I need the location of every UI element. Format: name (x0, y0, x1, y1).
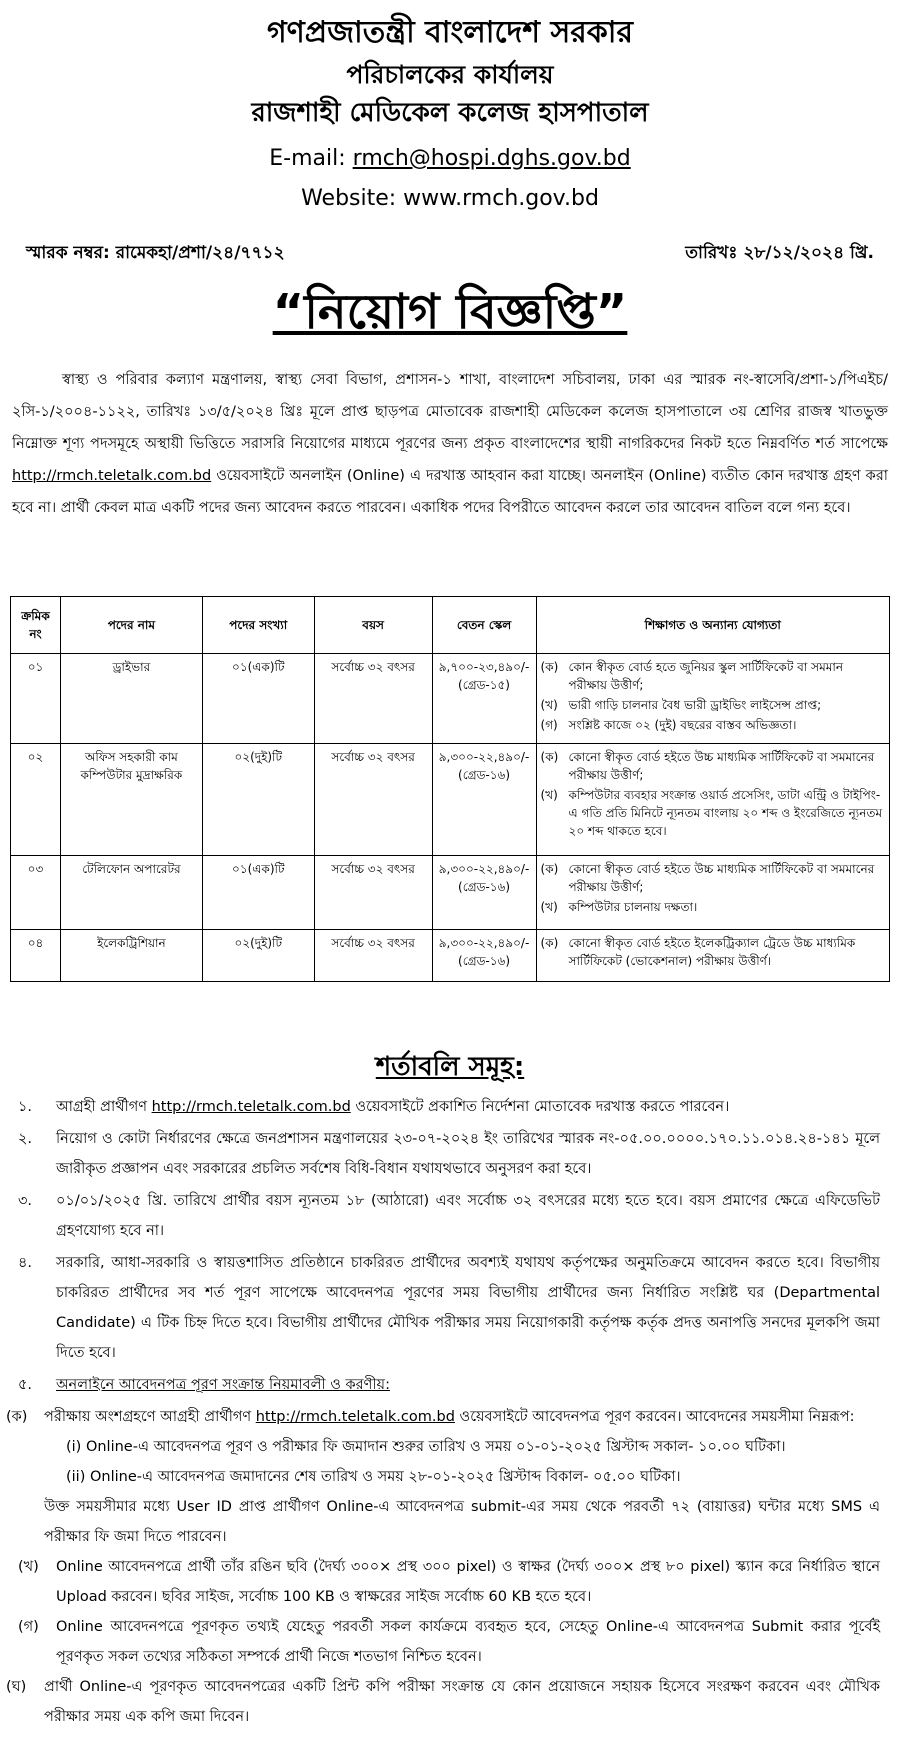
table-row (11, 654, 890, 744)
qualification-item: (ক) কোনো স্বীকৃত বোর্ড হইতে উচ্চ মাধ্যমিক সার্টিফিকেট বা সমমানের পরীক্ষায় উত্তীর্ণ; (540, 862, 875, 894)
cell-count: ০১(এক)টি (202, 654, 314, 744)
cell-serial: ০২ (11, 744, 61, 856)
qualification-item: (ক) কোনো স্বীকৃত বোর্ড হইতে ইলেকট্রিক্যাল ট্রেডে উচ্চ মাধ্যমিক সার্টিফিকেট (ভোকেশনাল) পরীক্ষায় উত্তীর্ণ। (540, 936, 856, 968)
scale-value: ৯,৩০০-২২,৪৯০/- (438, 936, 530, 950)
scale-grade: (গ্রেড-১৬) (458, 768, 511, 782)
cell-count: ০২(দুই)টি (202, 930, 314, 982)
cell-post: ড্রাইভার (60, 654, 202, 744)
cell-qualification (536, 856, 889, 930)
govt-title: গণপ্রজাতন্ত্রী বাংলাদেশ সরকার (267, 15, 633, 50)
table-header-row (11, 597, 890, 654)
col-header-age: বয়স (314, 597, 432, 654)
sub-condition-link[interactable]: http://rmch.teletalk.com.bd (255, 1409, 455, 1425)
cell-scale (432, 930, 536, 982)
table-row (11, 856, 890, 930)
col-header-post: পদের নাম (60, 597, 202, 654)
scale-grade: (গ্রেড-১৫) (458, 678, 510, 692)
intro-paragraph (12, 364, 888, 524)
intro-text-1: স্বাস্থ্য ও পরিবার কল্যাণ মন্ত্রণালয়, স্বাস্থ্য সেবা বিভাগ, প্রশাসন-১ শাখা, বাংলাদেশ সচিবালয়, ঢাকা এর স্মারক নং-স্বাসেবি/প্রশা-১/পিএইচ/২সি-১/২০০৪-১১২২, তারিখঃ ১৩/৫/২০২৪ খ্রিঃ মূলে প্রাপ্ত ছাড়পত্র মোতাবেক রাজশাহী মেডিকেল কলেজ হাসপাতালে ৩য় শ্রেণির রাজস্ব খাতভুক্ত নিম্নোক্ত শূণ্য পদসমূহে অস্থায়ী ভিত্তিতে সরাসরি নিয়োগের মাধ্যমে পূরণের জন্য প্রকৃত বাংলাদেশের স্থায়ী নাগরিকদের নিকট হতে নিম্নবর্ণিত শর্ত সাপেক্ষে (12, 372, 888, 452)
cell-scale (432, 856, 536, 930)
sub-condition-item: (খ) Online আবেদনপত্রে প্রার্থী তাঁর রঙিন ছবি (দৈর্ঘ্য ৩০০× প্রস্থ ৩০০ pixel) ও স্বাক্ষর (দৈর্ঘ্য ৩০০× প্রস্থ ৮০ pixel) স্ক্যান করে নির্ধারিত স্থানে Upload করবেন। ছবির সাইজ, সর্বোচ্চ 100 KB ও স্বাক্ষরের সাইজ সর্বোচ্চ 60 KB হতে হবে। (18, 1559, 880, 1605)
scale-grade: (গ্রেড-১৬) (458, 954, 511, 968)
qualification-item: (ক) কোনো স্বীকৃত বোর্ড হইতে উচ্চ মাধ্যমিক সার্টিফিকেট বা সমমানের পরীক্ষায় উত্তীর্ণ; (540, 750, 875, 782)
cell-serial: ০৩ (11, 856, 61, 930)
col-header-count: পদের সংখ্যা (202, 597, 314, 654)
qualification-item: (খ) কম্পিউটার ব্যবহার সংক্রান্ত ওয়ার্ড প্রসেসিং, ডাটা এন্ট্রি ও টাইপিং-এ গতি প্রতি মিনিটে ন্যূনতম বাংলায় ২০ শব্দ ও ইংরেজিতে ন্যূনতম ২০ শব্দ থাকতে হবে। (540, 788, 883, 838)
intro-text-2: ওয়েবসাইটে অনলাইন (Online) এ দরখাস্ত আহবান করা যাচ্ছে। অনলাইন (Online) ব্যতীত কোন দরখাস্ত গ্রহণ করা হবে না। প্রার্থী কেবল মাত্র একটি পদের জন্য আবেদন করতে পারবেন। একাধিক পদের বিপরীতে আবেদন করলে তার আবেদন বাতিল বলে গন্য হবে। (12, 468, 888, 516)
condition-item: ৩. ০১/০১/২০২৫ খ্রি. তারিখে প্রার্থীর বয়স ন্যূনতম ১৮ (আঠারো) এবং সর্বোচ্চ ৩২ বৎসরের মধ্যে হতে হবে। বয়স প্রমাণের ক্ষেত্রে এফিডেভিট গ্রহণযোগ্য হবে না। (18, 1193, 880, 1239)
table-row (11, 930, 890, 982)
hospital-title: রাজশাহী মেডিকেল কলেজ হাসপাতাল (251, 98, 649, 128)
condition-item: ৫. অনলাইনে আবেদনপত্র পূরণ সংক্রান্ত নিয়মাবলী ও করণীয়: (18, 1377, 390, 1393)
condition-item: ৪. সরকারি, আধা-সরকারি ও স্বায়ত্তশাসিত প্রতিষ্ঠানে চাকরিরত প্রার্থীদের অবশ্যই যথাযথ কর্তৃপক্ষের অনুমতিক্রমে আবেদন করতে হবে। বিভাগীয় চাকরিরত প্রার্থীদের সব শর্ত পূরণ সাপেক্ষে আবেদনপত্র পূরণের সময় বিভাগীয় প্রার্থীদের জন্য নির্ধারিত সংশ্লিষ্ট ঘর (Departmental Candidate) এ টিক চিহ্ন দিতে হবে। বিভাগীয় প্রার্থীদের মৌখিক পরীক্ষার সময় নিয়োগকারী কর্তৃপক্ষ কর্তৃক প্রদত্ত অনাপত্তি সনদের মূলকপি জমা দিতে হবে। (18, 1255, 880, 1361)
conditions-list (6, 1092, 880, 1732)
notice-title (0, 284, 900, 340)
schedule-note: উক্ত সময়সীমার মধ্যে User ID প্রাপ্ত প্রার্থীগণ Online-এ আবেদনপত্র submit-এর সময় থেকে পরবর্তী ৭২ (বায়াত্তর) ঘন্টার মধ্যে SMS এ পরীক্ষার ফি জমা দিতে পারবেন। (44, 1499, 880, 1545)
qualification-item: (ক) কোন স্বীকৃত বোর্ড হতে জুনিয়র স্কুল সার্টিফিকেট বা সমমান পরীক্ষায় উত্তীর্ণ; (540, 660, 844, 692)
sub-condition-item: (ক) পরীক্ষায় অংশগ্রহণে আগ্রহী প্রার্থীগণ http://rmch.teletalk.com.bd ওয়েবসাইটে আবেদনপত্র পূরণ করবেন। আবেদনের সময়সীমা নিম্নরূপ: (i) Online-এ আবেদনপত্র পূরণ ও পরীক্ষার ফি জমাদান শুরুর তারিখ ও সময় ০১-০১-২০২৫ খ্রিস্টাব্দ সকাল- ১০.০০ ঘটিকা। (ii) Online-এ আবেদনপত্র জমাদানের শেষ তারিখ ও সময় ২৮-০১-২০২৫ খ্রিস্টাব্দ বিকাল- ০৫.০০ ঘটিকা। উক্ত সময়সীমার মধ্যে User ID প্রাপ্ত প্রার্থীগণ Online-এ আবেদনপত্র submit-এর সময় থেকে পরবর্তী ৭২ (বায়াত্তর) ঘন্টার মধ্যে SMS এ পরীক্ষার ফি জমা দিতে পারবেন। (6, 1402, 880, 1552)
cell-qualification (536, 654, 889, 744)
cell-post: অফিস সহকারী কাম কম্পিউটার মুদ্রাক্ষরিক (60, 744, 202, 856)
memo-date: তারিখঃ ২৮/১২/২০২৪ খ্রি. (685, 243, 874, 263)
cell-scale (432, 654, 536, 744)
cell-scale (432, 744, 536, 856)
cell-count: ০১(এক)টি (202, 856, 314, 930)
schedule-end: (ii) Online-এ আবেদনপত্র জমাদানের শেষ তারিখ ও সময় ২৮-০১-২০২৫ খ্রিস্টাব্দ বিকাল- ০৫.০০ ঘটিকা। (66, 1469, 681, 1485)
cell-age: সর্বোচ্চ ৩২ বৎসর (314, 744, 432, 856)
sub-condition-item: (গ) Online আবেদনপত্রে পূরণকৃত তথ্যই যেহেতু পরবর্তী সকল কার্যক্রমে ব্যবহৃত হবে, সেহেতু Online-এ আবেদনপত্র Submit করার পূর্বেই পূরণকৃত সকল তথ্যের সঠিকতা সম্পর্কে প্রার্থী নিজে শতভাগ নিশ্চিত হবেন। (18, 1619, 880, 1665)
condition-item: ২. নিয়োগ ও কোটা নির্ধারণের ক্ষেত্রে জনপ্রশাসন মন্ত্রণালয়ের ২৩-০৭-২০২৪ ইং তারিখের স্মারক নং-০৫.০০.০০০০.১৭০.১১.০১৪.২৪-১৪১ মূলে জারীকৃত প্রজ্ঞাপন এবং সরকারের প্রচলিত সর্বশেষ বিধি-বিধান যথাযথভাবে অনুসরণ করা হবে। (18, 1131, 880, 1177)
email-label: E-mail: (269, 146, 346, 171)
cell-serial: ০৪ (11, 930, 61, 982)
sub-condition-item: (ঘ) প্রার্থী Online-এ পূরণকৃত আবেদনপত্রের একটি প্রিন্ট কপি পরীক্ষা সংক্রান্ত যে কোন প্রয়োজনে সহায়ক হিসেবে সংরক্ষণ করবেন এবং মৌখিক পরীক্ষার সময় এক কপি জমা দিবেন। (6, 1679, 880, 1725)
cell-post: ইলেকট্রিশিয়ান (60, 930, 202, 982)
condition-item: ১. আগ্রহী প্রার্থীগণ http://rmch.teletalk.com.bd ওয়েবসাইটে প্রকাশিত নির্দেশনা মোতাবেক দরখাস্ত করতে পারবেন। (18, 1099, 730, 1115)
scale-value: ৯,৩০০-২২,৪৯০/- (438, 862, 530, 876)
qualification-item: (গ) সংশ্লিষ্ট কাজে ০২ (দুই) বছরের বাস্তব অভিজ্ঞতা। (540, 718, 797, 732)
scale-value: ৯,৭০০-২৩,৪৯০/- (438, 660, 530, 674)
col-header-serial: ক্রমিক নং (11, 597, 61, 654)
cell-count: ০২(দুই)টি (202, 744, 314, 856)
col-header-qualification: শিক্ষাগত ও অন্যান্য যোগ্যতা (536, 597, 889, 654)
condition-link[interactable]: http://rmch.teletalk.com.bd (151, 1099, 351, 1115)
website-line[interactable]: Website: www.rmch.gov.bd (301, 186, 599, 211)
cell-age: সর্বোচ্চ ৩২ বৎসর (314, 856, 432, 930)
memo-number: স্মারক নম্বর: রামেকহা/প্রশা/২৪/৭৭১২ (26, 243, 285, 263)
schedule-start: (i) Online-এ আবেদনপত্র পূরণ ও পরীক্ষার ফি জমাদান শুরুর তারিখ ও সময় ০১-০১-২০২৫ খ্রিস্টাব্দ সকাল- ১০.০০ ঘটিকা। (66, 1439, 786, 1455)
scale-value: ৯,৩০০-২২,৪৯০/- (438, 750, 530, 764)
notice-title-text: “নিয়োগ বিজ্ঞপ্তি” (272, 284, 628, 340)
cell-post: টেলিফোন অপারেটর (60, 856, 202, 930)
cell-qualification (536, 930, 889, 982)
qualification-item: (খ) কম্পিউটার চালনায় দক্ষতা। (540, 900, 698, 914)
cell-age: সর্বোচ্চ ৩২ বৎসর (314, 930, 432, 982)
cell-serial: ০১ (11, 654, 61, 744)
col-header-scale: বেতন স্কেল (432, 597, 536, 654)
posts-table (10, 596, 890, 982)
conditions-title: শর্তাবলি সমূহ: (375, 1052, 525, 1082)
email-line (0, 148, 900, 170)
scale-grade: (গ্রেড-১৬) (458, 880, 511, 894)
cell-qualification (536, 744, 889, 856)
table-row (11, 744, 890, 856)
qualification-item: (খ) ভারী গাড়ি চালনার বৈধ ভারী ড্রাইভিং লাইসেন্স প্রাপ্ত; (540, 698, 822, 712)
email-link[interactable]: rmch@hospi.dghs.gov.bd (352, 146, 631, 171)
office-title: পরিচালকের কার্যালয় (346, 60, 554, 89)
cell-age: সর্বোচ্চ ৩২ বৎসর (314, 654, 432, 744)
intro-link[interactable]: http://rmch.teletalk.com.bd (12, 468, 212, 484)
